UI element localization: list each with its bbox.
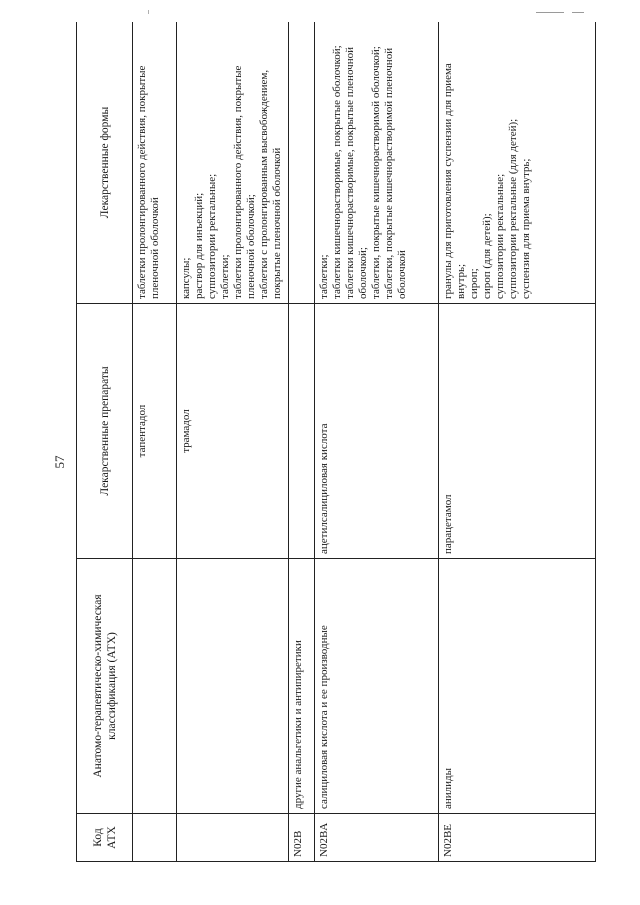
form-item: таблетки пролонгированного действия, покрытые пленочной оболочкой; <box>232 65 257 299</box>
cell-forms <box>439 22 596 304</box>
cell-forms <box>133 22 177 304</box>
cell-drug: тапентадол <box>133 304 177 559</box>
table-row <box>439 22 596 862</box>
cell-drug: трамадол <box>177 304 289 559</box>
form-item: гранулы для приготовления суспензии для приема внутрь; <box>442 63 467 299</box>
cell-code: N02BE <box>439 814 596 862</box>
cell-classification <box>133 559 177 814</box>
cell-forms <box>289 22 315 304</box>
cell-forms <box>315 22 439 304</box>
table-header-row <box>77 22 133 862</box>
cell-classification <box>177 559 289 814</box>
form-item: раствор для инъекций; <box>193 192 205 299</box>
cell-forms <box>177 22 289 304</box>
cell-code <box>133 814 177 862</box>
form-item: таблетки; <box>219 254 231 299</box>
cell-drug <box>289 304 315 559</box>
form-item: таблетки пролонгированного действия, покрытые пленочной оболочкой <box>136 65 161 299</box>
table-rotation-frame <box>76 22 596 862</box>
header-forms: Лекарственные формы <box>77 22 133 304</box>
scan-artifact-dot <box>148 10 149 14</box>
form-item: таблетки; <box>318 254 330 299</box>
cell-code: N02B <box>289 814 315 862</box>
form-item: таблетки кишечнорастворимые, покрытые пленочной оболочкой; <box>344 47 369 299</box>
form-item: суппозитории ректальные; <box>494 173 506 299</box>
form-item: суппозитории ректальные; <box>206 173 218 299</box>
cell-code: N02BA <box>315 814 439 862</box>
form-item: таблетки, покрытые кишечнорастворимой пленочной оболочкой <box>383 47 408 299</box>
table-row <box>133 22 177 862</box>
header-drugs: Лекарственные препараты <box>77 304 133 559</box>
form-item: суспензия для приема внутрь; <box>520 158 532 299</box>
cell-classification: салициловая кислота и ее производные <box>315 559 439 814</box>
table-row <box>289 22 315 862</box>
scan-artifact-line <box>572 12 584 13</box>
form-item: таблетки кишечнорастворимые, покрытые оболочкой; <box>331 45 343 299</box>
header-code: Код АТХ <box>77 814 133 862</box>
page-number: 57 <box>52 455 67 469</box>
table-row <box>177 22 289 862</box>
header-classification: Анатомо-терапевтическо-химическая классификация (АТХ) <box>77 559 133 814</box>
form-item: капсулы; <box>180 257 192 299</box>
form-item: сироп (для детей); <box>481 213 493 299</box>
cell-classification: другие анальгетики и антипиретики <box>289 559 315 814</box>
form-item: сироп; <box>468 268 480 299</box>
cell-code <box>177 814 289 862</box>
cell-classification: анилиды <box>439 559 596 814</box>
rotated-table-container <box>76 22 596 862</box>
scan-artifact-line <box>536 12 564 13</box>
form-item: суппозитории ректальные (для детей); <box>507 118 519 299</box>
atx-table <box>76 22 596 862</box>
form-item: таблетки, покрытые кишечнорастворимой оболочкой; <box>370 46 382 299</box>
cell-drug: парацетамол <box>439 304 596 559</box>
table-row <box>315 22 439 862</box>
cell-drug: ацетилсалициловая кислота <box>315 304 439 559</box>
form-item: таблетки с пролонгированным высвобождением, покрытые пленочной оболочкой <box>258 69 283 299</box>
